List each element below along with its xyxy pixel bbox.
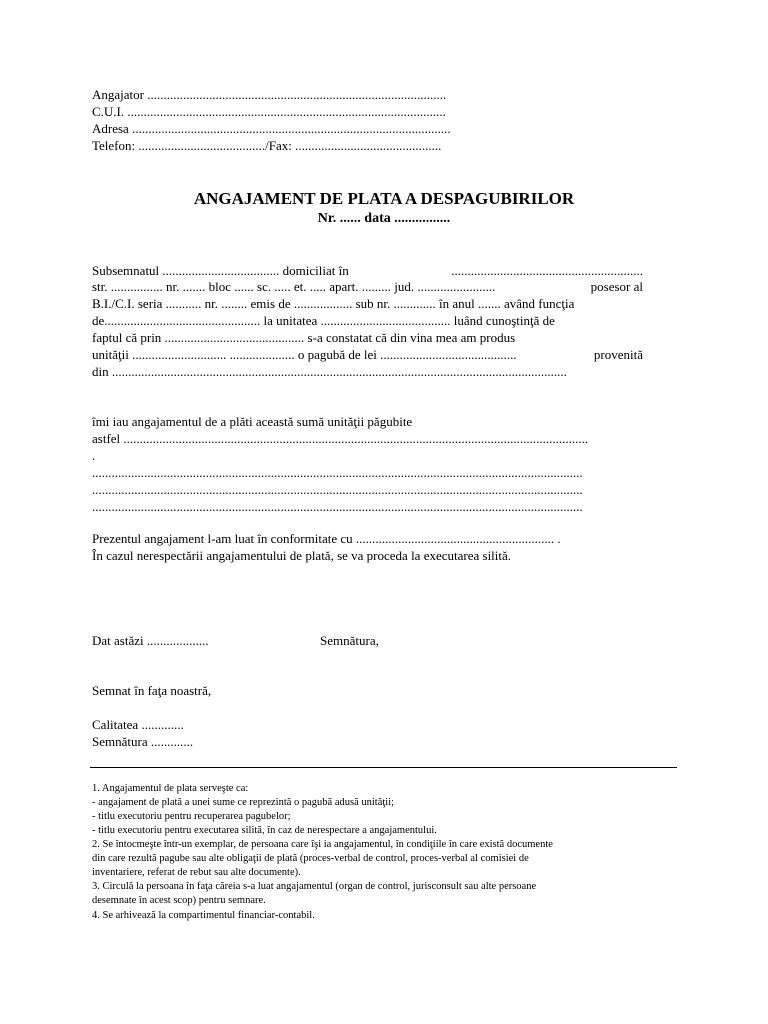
note-line: 3. Circulă la persoana în faţa căreia s-a luat angajamentul (organ de control, jurisconsult sau alte persoane — [92, 881, 537, 892]
note-line: - angajament de plată a unei sume ce reprezintă o pagubă adusă unităţii; — [92, 797, 395, 808]
paragraph1-line3: B.I./C.I. seria ........... nr. ........ emis de .................. sub nr. ............. în anul ....... având funcţia — [92, 296, 575, 311]
paragraph2-line3: . — [92, 448, 96, 463]
paragraph2-line6: ....................................................................................................................................................... — [92, 499, 583, 514]
note-line: 2. Se întocmeşte într-un exemplar, de persoana care îşi ia angajamentul, în condiţiile în care există documente — [92, 839, 553, 850]
note-line: - titlu executoriu pentru recuperarea pagubelor; — [92, 811, 291, 822]
paragraph2-line1: îmi iau angajamentul de a plăti această sumă unităţii păgubite — [92, 414, 413, 429]
signature2-label: Semnătura ............. — [92, 734, 194, 749]
paragraph3-line1: Prezentul angajament l-am luat în conformitate cu ............................................................. . — [92, 531, 561, 546]
note-line: din care rezultă pagube sau alte obligaţii de plată (proces-verbal de control, proces-verbal al comisiei de — [92, 853, 529, 864]
signature-label: Semnătura, — [320, 633, 379, 648]
paragraph1-line4: de................................................ la unitatea ........................................ luând cunoştinţă de — [92, 313, 555, 328]
employer-field: Angajator ............................................................................................ — [92, 87, 447, 102]
paragraph1-line2: str. ................ nr. ....... bloc ...... sc. ..... et. ..... apart. ......... jud. ........................ posesor al — [92, 279, 643, 294]
phone-fax-field: Telefon: ......................................./Fax: ............................................. — [92, 138, 442, 153]
paragraph1-line1: Subsemnatul .................................... domiciliat în ........................................................... — [92, 263, 643, 278]
address-field: Adresa .................................................................................................. — [92, 121, 451, 136]
note-line: - titlu executoriu pentru executarea silită, în caz de nerespectare a angajamentului. — [92, 825, 437, 836]
note-line: desemnate în acest scop) pentru semnare. — [92, 895, 266, 906]
note-line: inventariere, referat de rebut sau alte documente). — [92, 867, 301, 878]
footnote-divider — [90, 767, 677, 768]
cui-field: C.U.I. .................................................................................................. — [92, 104, 446, 119]
paragraph3-line2: În cazul nerespectării angajamentului de plată, se va proceda la executarea silită. — [92, 548, 512, 563]
paragraph1-line5: faptul că prin ........................................... s-a constatat că din vina mea am produs — [92, 330, 516, 345]
paragraph1-line7: din ............................................................................................................................................ — [92, 364, 567, 379]
paragraph1-line6: unităţii ............................. .................... o pagubă de lei .......................................... provenită — [92, 347, 643, 362]
document-number-date: Nr. ...... data ................ — [317, 211, 451, 226]
note-line: 1. Angajamentul de plata serveşte ca: — [92, 783, 249, 794]
date-label: Dat astăzi ................... — [92, 633, 209, 648]
quality-label: Calitatea ............. — [92, 717, 184, 732]
paragraph2-line4: ....................................................................................................................................................... — [92, 465, 583, 480]
paragraph2-line2: astfel ............................................................................................................................................... — [92, 431, 589, 446]
signed-before-label: Semnat în faţa noastră, — [92, 683, 212, 698]
document-title: ANGAJAMENT DE PLATA A DESPAGUBIRILOR — [193, 189, 575, 208]
note-line: 4. Se arhivează la compartimentul financiar-contabil. — [92, 910, 315, 921]
paragraph2-line5: ....................................................................................................................................................... — [92, 482, 583, 497]
